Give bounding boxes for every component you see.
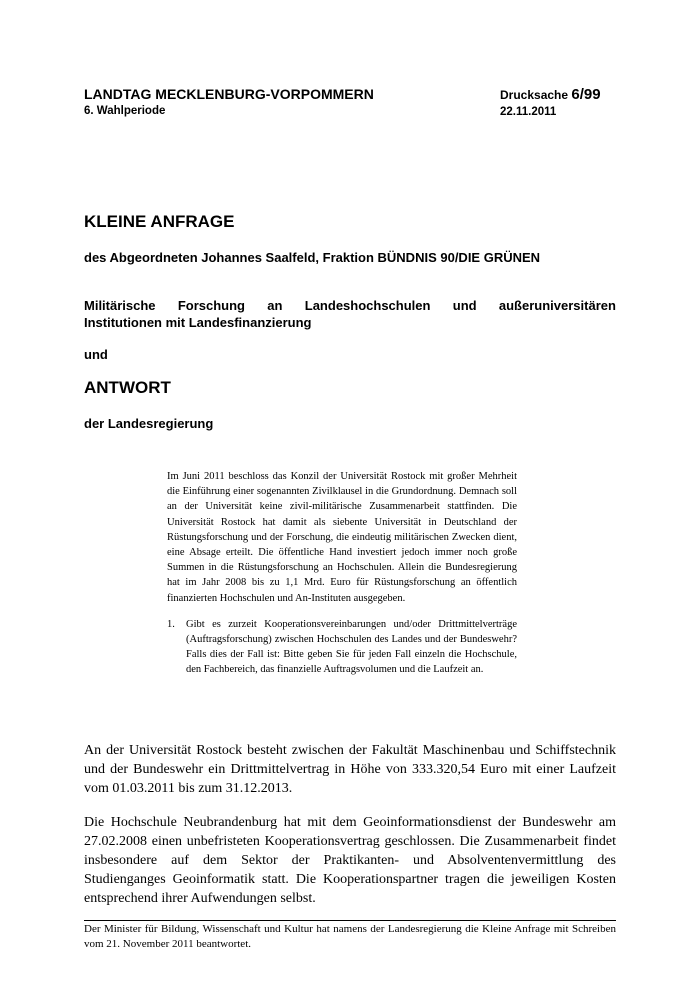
question-preamble: Im Juni 2011 beschloss das Konzil der Universität Rostock mit großer Mehrheit die Einführung einer sogenannten Zivilklausel in die Grundordnung. Demnach soll an der Universität keine zivil-militärische Zusammenarbeit stattfinden. Die Universität Rostock hat damit als siebente Universität in Deutschland der Rüstungsforschung und der Forschung, die eindeutig militärischen Zwecken dient, eine Absage erteilt. Die öffentliche Hand investiert jedoch immer noch große Summen in die Rüstungsforschung an Hochschulen. Allein die Bundesregierung hat im Jahr 2008 bis zu 1,1 Mrd. Euro für Rüstungsforschung an öffentlich finanzierten Hochschulen und An-Instituten ausgegeben. [167,471,517,604]
question-text: Gibt es zurzeit Kooperationsvereinbarungen und/oder Drittmittelverträge (Auftragsforschung) zwischen Hochschulen des Landes und der Bundeswehr? Falls dies der Fall ist: Bitte geben Sie für jeden Fall einzeln die Hochschule, den Fachbereich, das finanzielle Auftragsvolumen und die Laufzeit an. [186,618,517,676]
inquiry-author: des Abgeordneten Johannes Saalfeld, Fraktion BÜNDNIS 90/DIE GRÜNEN [84,250,541,265]
header-left [84,86,374,118]
inquiry-subject [84,297,616,331]
footnote: Der Minister für Bildung, Wissenschaft und Kultur hat namens der Landesregierung die Kleine Anfrage mit Schreiben vom 21. November 2011 beantwortet. [84,923,616,950]
question-block [167,469,517,678]
connector-und: und [84,347,108,362]
drucksache-number: 6/99 [571,86,601,103]
answer-paragraph-2: Die Hochschule Neubrandenburg hat mit dem Geoinformationsdienst der Bundeswehr am 27.02.2008 einen unbefristeten Kooperationsvertrag geschlossen. Die Zusammenarbeit findet insbesondere auf dem Sektor der Praktikanten- und Absolventenvermittlung des Studienganges Geoinformatik statt. Die Kooperationspartner tragen die jeweiligen Kosten entsprechend ihrer Aufwendungen selbst. [84,815,616,906]
header-right [500,86,601,119]
question-item [167,617,517,678]
document-number [500,86,601,104]
drucksache-label: Drucksache [500,88,569,102]
parliament-name: LANDTAG MECKLENBURG-VORPOMMERN [84,86,374,102]
subject-word: Landeshochschulen [304,298,431,313]
answer-paragraph-1: An der Universität Rostock besteht zwischen der Fakultät Maschinenbau und Schiffstechnik und der Bundeswehr ein Drittmittelvertrag in Höhe von 333.320,54 Euro mit einer Laufzeit vom 01.03.2011 bis zum 31.12.2013. [84,743,616,796]
subject-line-2: Institutionen mit Landesfinanzierung [84,315,312,330]
subject-word: außeruniversitären [498,298,616,313]
document-date: 22.11.2011 [500,106,557,118]
answer-by: der Landesregierung [84,416,214,431]
inquiry-type-heading: KLEINE ANFRAGE [84,212,235,231]
subject-line-1 [84,297,616,314]
subject-word: Militärische [84,298,156,313]
subject-word: Forschung [177,298,245,313]
footnote-divider [84,920,616,921]
question-number: 1. [167,618,175,630]
electoral-period: 6. Wahlperiode [84,105,166,117]
subject-word: und [452,298,477,313]
subject-word: an [267,298,283,313]
answer-heading: ANTWORT [84,378,171,397]
